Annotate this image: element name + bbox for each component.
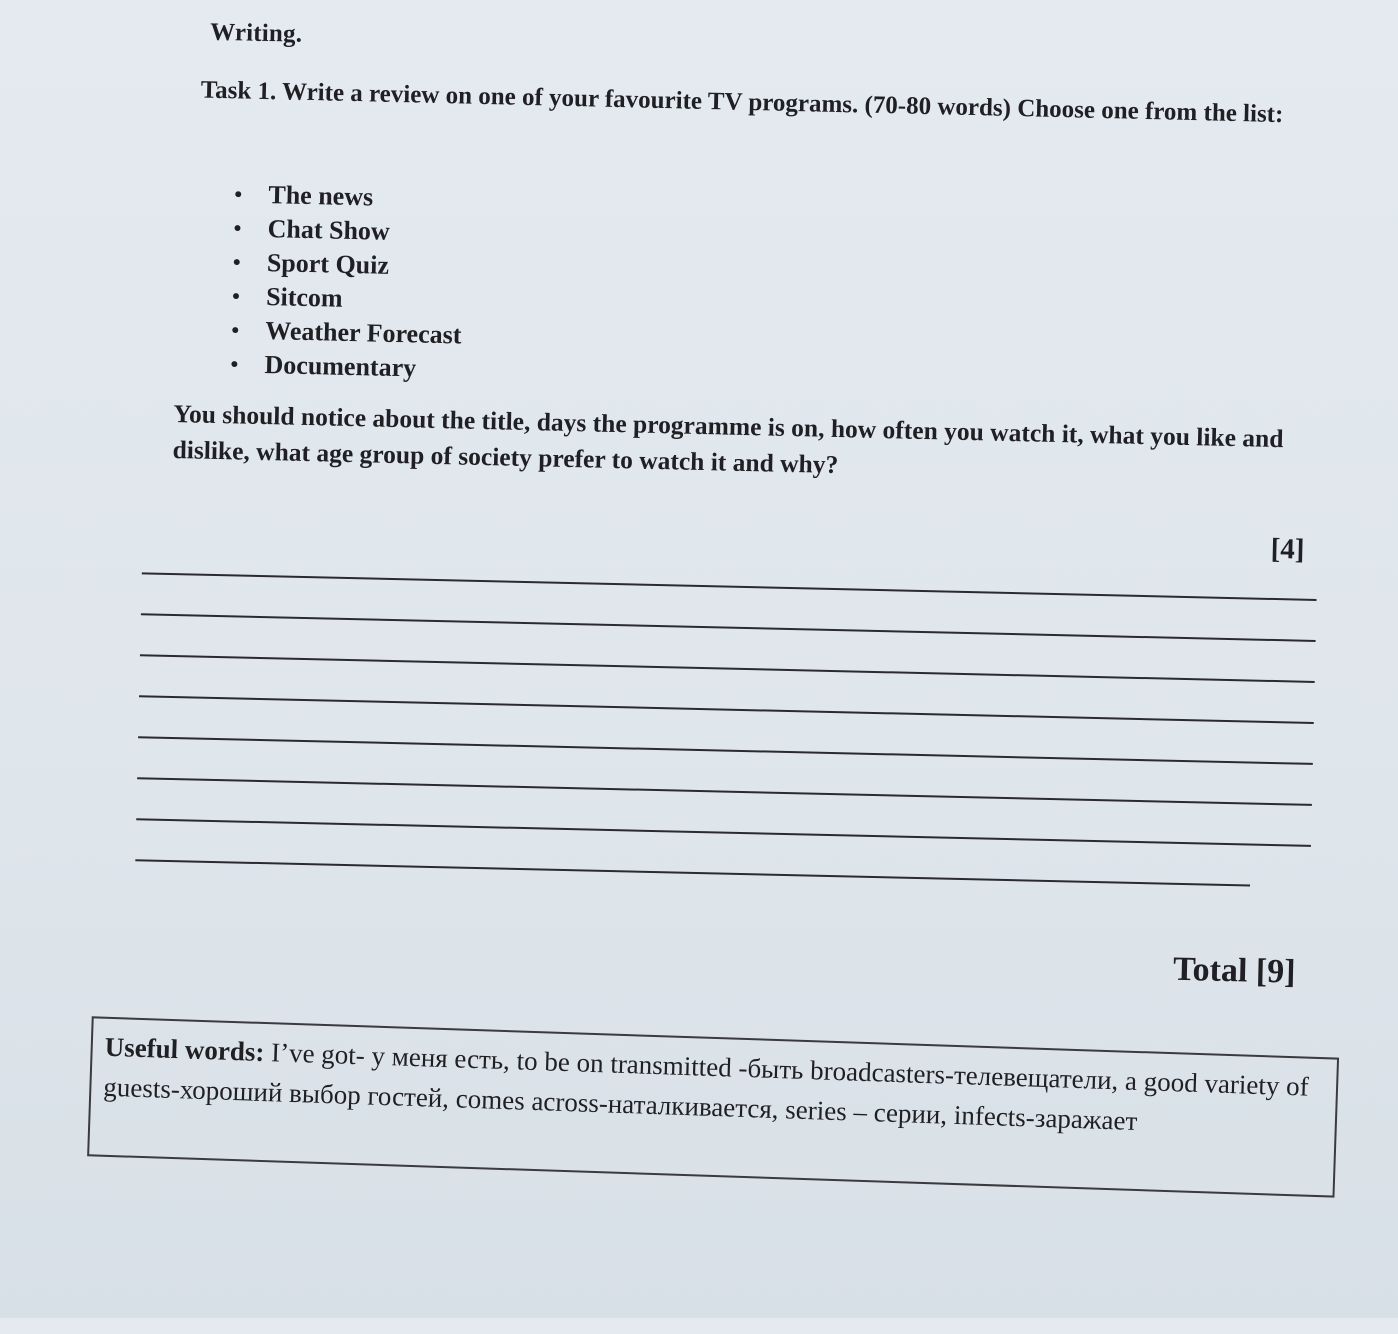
answer-lines[interactable] [134, 572, 1316, 927]
list-item [220, 347, 461, 386]
program-options-list [220, 177, 465, 386]
useful-words-box [87, 1016, 1339, 1197]
option-label: Sport Quiz [266, 248, 390, 280]
useful-words-label: Useful words: [104, 1031, 265, 1068]
option-label: The news [268, 180, 374, 212]
section-heading: Writing. [209, 18, 303, 48]
list-item [221, 313, 462, 352]
bullet-icon: • [232, 249, 241, 275]
bullet-icon: • [234, 181, 243, 207]
list-item [223, 245, 464, 284]
answer-line[interactable] [140, 654, 1315, 683]
list-item [224, 177, 465, 216]
task-instructions: Task 1. Write a review on one of your favourite TV programs. (70-80 words) Choose one from the list: [200, 76, 1284, 129]
task-mark: [4] [1270, 532, 1305, 566]
answer-line[interactable] [142, 572, 1317, 601]
answer-line[interactable] [135, 859, 1250, 886]
answer-line[interactable] [138, 736, 1313, 765]
option-label: Chat Show [267, 214, 391, 246]
bullet-icon: • [230, 351, 239, 377]
useful-words-text: I’ve got- у меня есть, to be on transmitted -быть broadcasters-телевещатели, a good variety of guests-хороший выбор гостей, comes across-наталкивается, series – серии, infects-заражает [102, 1037, 1310, 1137]
option-label: Documentary [264, 350, 417, 383]
list-item [223, 211, 464, 250]
list-item [222, 279, 463, 318]
option-label: Weather Forecast [265, 316, 462, 350]
notice-instructions: You should notice about the title, days the programme is on, how often you watch it, what you like and dislike, what age group of society prefer to watch it and why? [172, 398, 1284, 480]
answer-line[interactable] [141, 613, 1316, 642]
answer-line[interactable] [136, 818, 1311, 847]
bullet-icon: • [231, 283, 241, 309]
answer-line[interactable] [139, 695, 1314, 724]
total-mark: Total [9] [1172, 950, 1296, 991]
bullet-icon: • [231, 317, 240, 343]
answer-line[interactable] [137, 777, 1312, 806]
option-label: Sitcom [265, 282, 343, 313]
bullet-icon: • [233, 215, 242, 241]
